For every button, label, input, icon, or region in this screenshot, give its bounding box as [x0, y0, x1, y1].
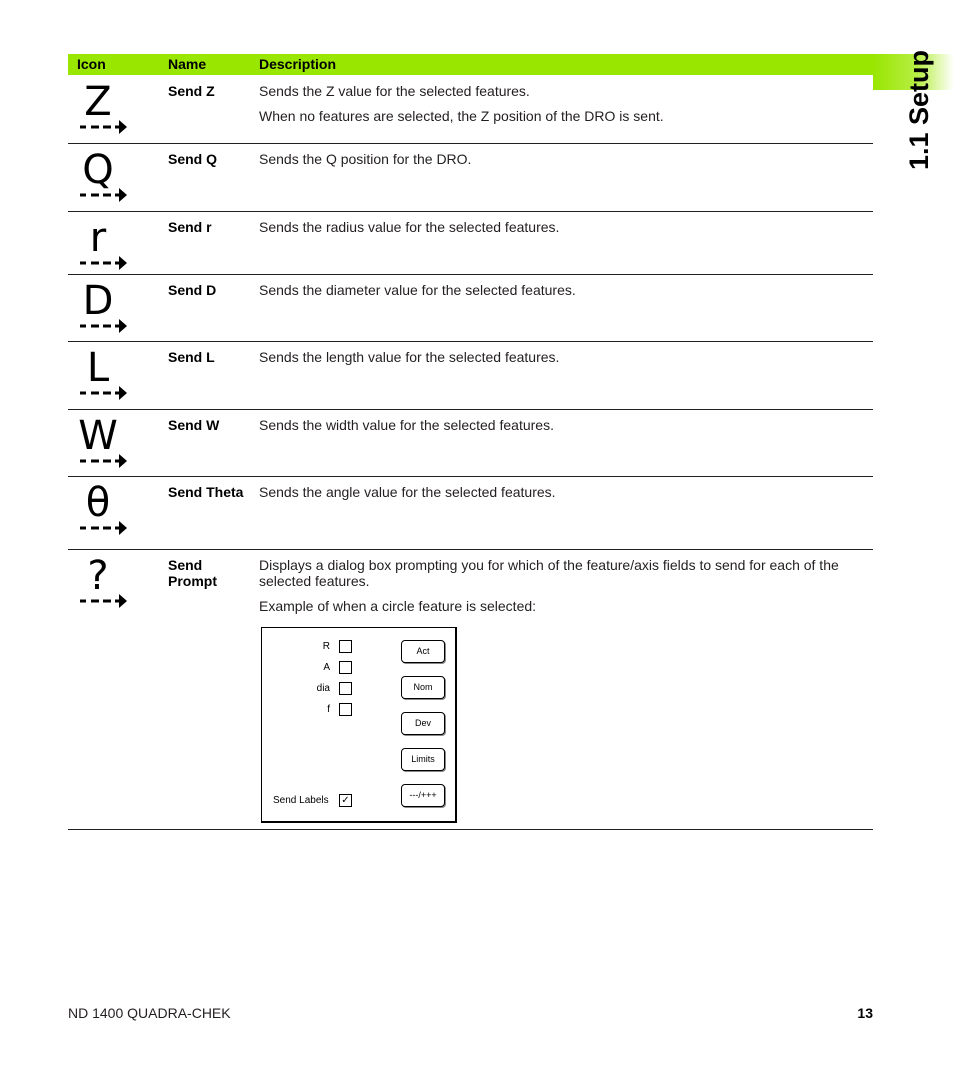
- send-l-icon: [78, 348, 134, 406]
- header-name: Name: [168, 56, 207, 72]
- svg-text:θ: θ: [85, 483, 111, 526]
- svg-text:L: L: [86, 348, 110, 391]
- send-z-icon: [78, 82, 134, 140]
- row-name: Send Q: [168, 151, 218, 167]
- row-name: Send Z: [168, 83, 215, 99]
- row-description: [259, 484, 869, 509]
- footer-product: ND 1400 QUADRA-CHEK: [68, 1005, 231, 1021]
- row-description: [259, 282, 869, 307]
- send-labels-checkbox[interactable]: ✓: [339, 794, 352, 807]
- table-row: [68, 76, 873, 144]
- table-header: [68, 54, 873, 75]
- table-row: [68, 477, 873, 550]
- svg-text:Z: Z: [84, 82, 112, 125]
- field-checkbox[interactable]: [339, 703, 352, 716]
- description-paragraph: Displays a dialog box prompting you for which of the feature/axis fields to send for each of the selected features.: [259, 557, 839, 589]
- row-description: [259, 417, 869, 442]
- description-paragraph: Sends the width value for the selected features.: [259, 417, 554, 433]
- page-number: 13: [857, 1005, 873, 1021]
- dialog-button[interactable]: Limits: [401, 748, 445, 771]
- table-row: [68, 550, 873, 830]
- send-theta-icon: [78, 483, 134, 541]
- send-w-icon: [78, 416, 134, 474]
- table-row: [68, 144, 873, 212]
- dialog-button[interactable]: Act: [401, 640, 445, 663]
- send-q-icon: [78, 150, 134, 208]
- row-name: Send r: [168, 219, 212, 235]
- description-paragraph: Sends the angle value for the selected features.: [259, 484, 556, 500]
- table-row: [68, 342, 873, 410]
- dialog-button[interactable]: Nom: [401, 676, 445, 699]
- field-label: dia: [316, 683, 330, 694]
- row-name: Send W: [168, 417, 220, 433]
- table-row: [68, 275, 873, 342]
- send-prompt-dialog-example: [261, 627, 457, 823]
- row-name: Send D: [168, 282, 217, 298]
- row-description: [259, 557, 869, 623]
- chapter-title: 1.1 Setup: [904, 49, 934, 170]
- field-label: R: [322, 641, 330, 652]
- dialog-button[interactable]: Dev: [401, 712, 445, 735]
- header-icon: Icon: [77, 56, 106, 72]
- field-checkbox[interactable]: [339, 640, 352, 653]
- description-paragraph: Sends the diameter value for the selected features.: [259, 282, 576, 298]
- row-description: [259, 349, 869, 374]
- send-prompt-icon: [78, 556, 134, 614]
- description-paragraph: When no features are selected, the Z position of the DRO is sent.: [259, 108, 664, 124]
- description-paragraph: Sends the Z value for the selected features.: [259, 83, 530, 99]
- description-paragraph: Sends the Q position for the DRO.: [259, 151, 472, 167]
- row-description: [259, 219, 869, 244]
- send-d-icon: [78, 281, 134, 339]
- table-row: [68, 410, 873, 477]
- row-name: Send Prompt: [168, 557, 217, 589]
- send-labels-label: Send Labels: [273, 795, 329, 806]
- header-description: Description: [259, 56, 337, 72]
- table-row: [68, 212, 873, 275]
- svg-text:W: W: [78, 416, 118, 459]
- row-name: Send Theta: [168, 484, 244, 500]
- svg-text:?: ?: [87, 556, 109, 599]
- dialog-button[interactable]: ---/+++: [401, 784, 445, 807]
- svg-text:r: r: [89, 218, 107, 261]
- send-r-icon: [78, 218, 134, 276]
- description-paragraph: Sends the radius value for the selected features.: [259, 219, 560, 235]
- svg-text:Q: Q: [82, 150, 114, 193]
- field-label: f: [327, 704, 330, 715]
- row-description: [259, 83, 869, 133]
- svg-text:D: D: [82, 281, 114, 324]
- field-checkbox[interactable]: [339, 661, 352, 674]
- field-label: A: [323, 662, 330, 673]
- field-checkbox[interactable]: [339, 682, 352, 695]
- row-description: [259, 151, 869, 176]
- row-name: Send L: [168, 349, 215, 365]
- description-paragraph: Sends the length value for the selected features.: [259, 349, 560, 365]
- description-paragraph: Example of when a circle feature is selected:: [259, 598, 537, 614]
